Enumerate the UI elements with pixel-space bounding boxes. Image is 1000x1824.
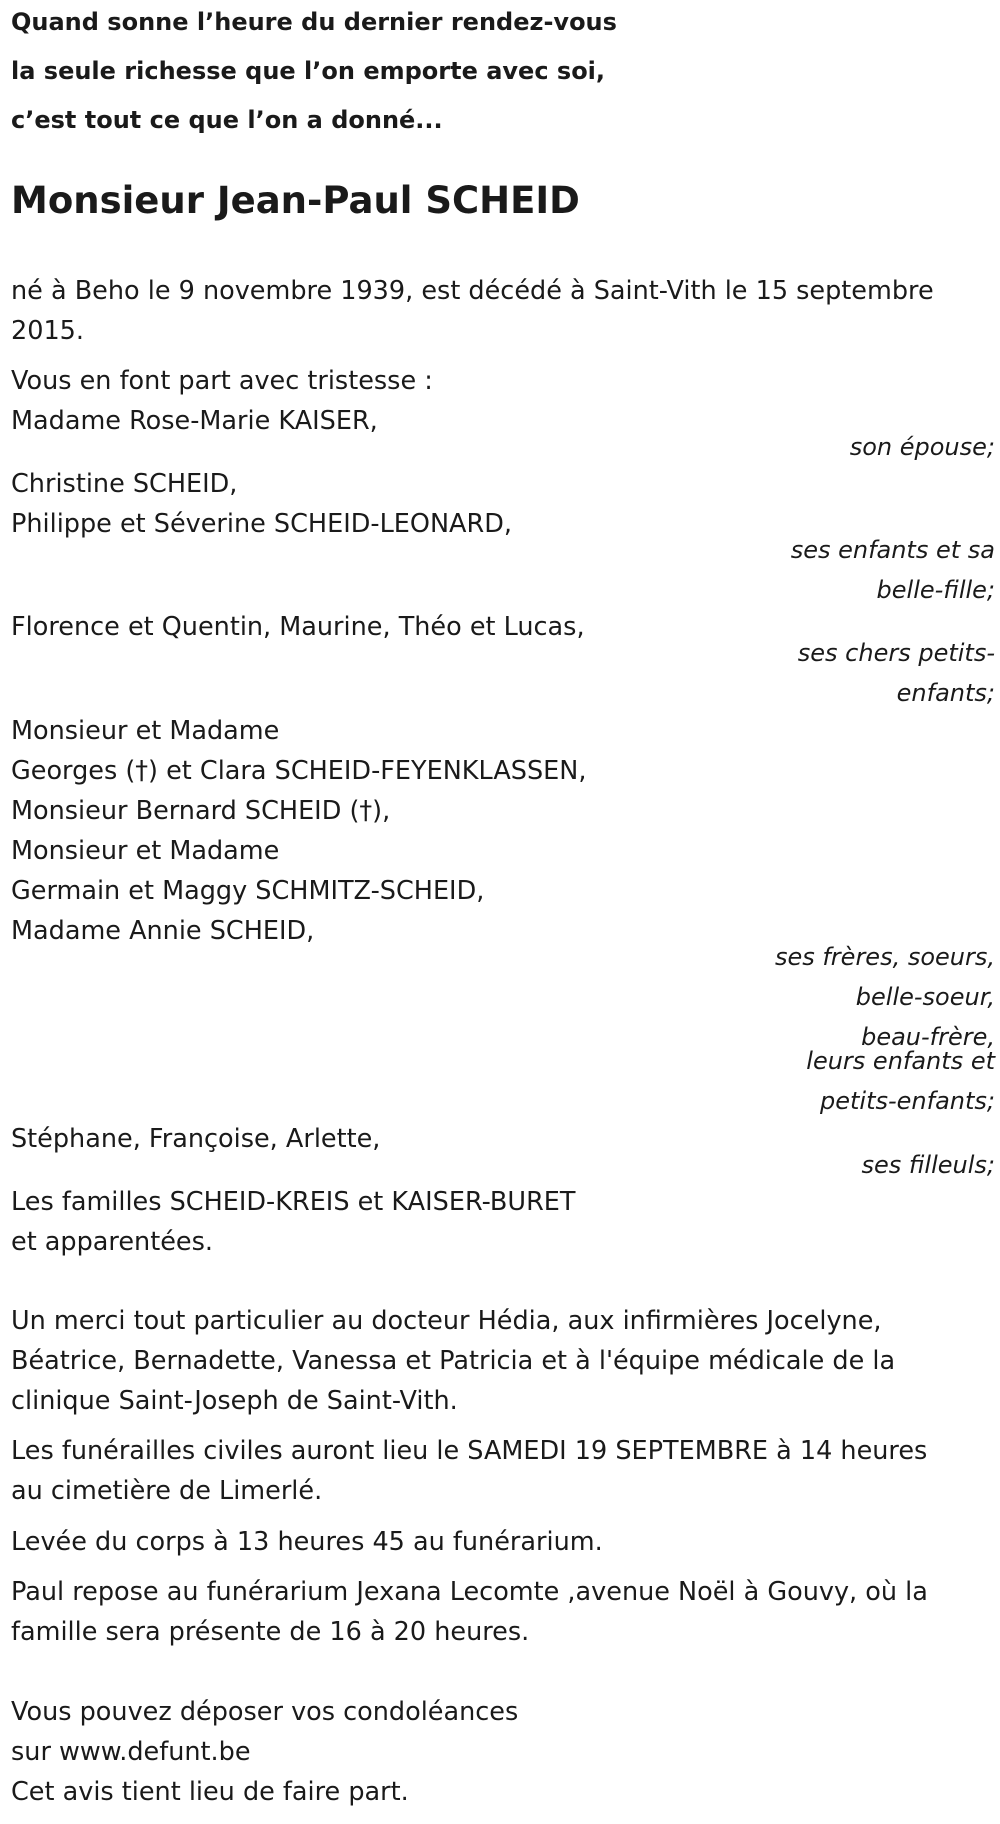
family-name: Monsieur et Madame [11, 836, 280, 866]
thanks-line: clinique Saint-Joseph de Saint-Vith. [11, 1386, 458, 1416]
relation-label: enfants; [896, 679, 995, 707]
repose-line: Paul repose au funérarium Jexana Lecomte ,avenue Noël à Gouvy, où la [11, 1577, 928, 1607]
thanks-line: Un merci tout particulier au docteur Hédia, aux infirmières Jocelyne, [11, 1306, 882, 1336]
relation-label: beau-frère, [861, 1023, 995, 1051]
birth-death-line: 2015. [11, 316, 85, 346]
relation-label: ses enfants et sa [790, 536, 995, 564]
family-name: Stéphane, Françoise, Arlette, [11, 1124, 381, 1154]
family-name: Madame Rose-Marie KAISER, [11, 406, 378, 436]
closing-line: sur www.defunt.be [11, 1737, 251, 1767]
epigraph-line: c’est tout ce que l’on a donné... [11, 106, 443, 134]
family-name: Georges (†) et Clara SCHEID-FEYENKLASSEN, [11, 756, 587, 786]
family-name: Monsieur et Madame [11, 716, 280, 746]
family-name: Les familles SCHEID-KREIS et KAISER-BURET [11, 1187, 576, 1217]
epigraph-line: la seule richesse que l’on emporte avec soi, [11, 57, 606, 85]
family-name: Florence et Quentin, Maurine, Théo et Lucas, [11, 612, 585, 642]
family-name: Madame Annie SCHEID, [11, 916, 315, 946]
funeral-line: au cimetière de Limerlé. [11, 1476, 323, 1506]
relation-label: belle-soeur, [855, 983, 995, 1011]
closing-line: Vous pouvez déposer vos condoléances [11, 1697, 519, 1727]
family-name: Philippe et Séverine SCHEID-LEONARD, [11, 509, 512, 539]
page-title: Monsieur Jean-Paul SCHEID [11, 179, 580, 222]
repose-line: famille sera présente de 16 à 20 heures. [11, 1617, 530, 1647]
relation-label: leurs enfants et [806, 1047, 995, 1075]
family-name: Christine SCHEID, [11, 469, 238, 499]
epigraph-line: Quand sonne l’heure du dernier rendez-vous [11, 8, 617, 36]
funeral-line: Les funérailles civiles auront lieu le SAMEDI 19 SEPTEMBRE à 14 heures [11, 1436, 928, 1466]
thanks-line: Béatrice, Bernadette, Vanessa et Patricia et à l'équipe médicale de la [11, 1346, 896, 1376]
relation-label: petits-enfants; [820, 1087, 995, 1115]
birth-death-line: né à Beho le 9 novembre 1939, est décédé à Saint-Vith le 15 septembre [11, 276, 934, 306]
family-name: Germain et Maggy SCHMITZ-SCHEID, [11, 876, 485, 906]
family-name: Monsieur Bernard SCHEID (†), [11, 796, 391, 826]
intro-text: Vous en font part avec tristesse : [11, 366, 433, 396]
family-name: et apparentées. [11, 1227, 213, 1257]
relation-label: ses filleuls; [861, 1151, 995, 1179]
relation-label: ses frères, soeurs, [774, 943, 995, 971]
relation-label: ses chers petits- [797, 639, 995, 667]
relation-label: belle-fille; [876, 576, 995, 604]
relation-label: son épouse; [849, 433, 995, 461]
closing-line: Cet avis tient lieu de faire part. [11, 1777, 409, 1807]
levee-line: Levée du corps à 13 heures 45 au funérarium. [11, 1527, 603, 1557]
